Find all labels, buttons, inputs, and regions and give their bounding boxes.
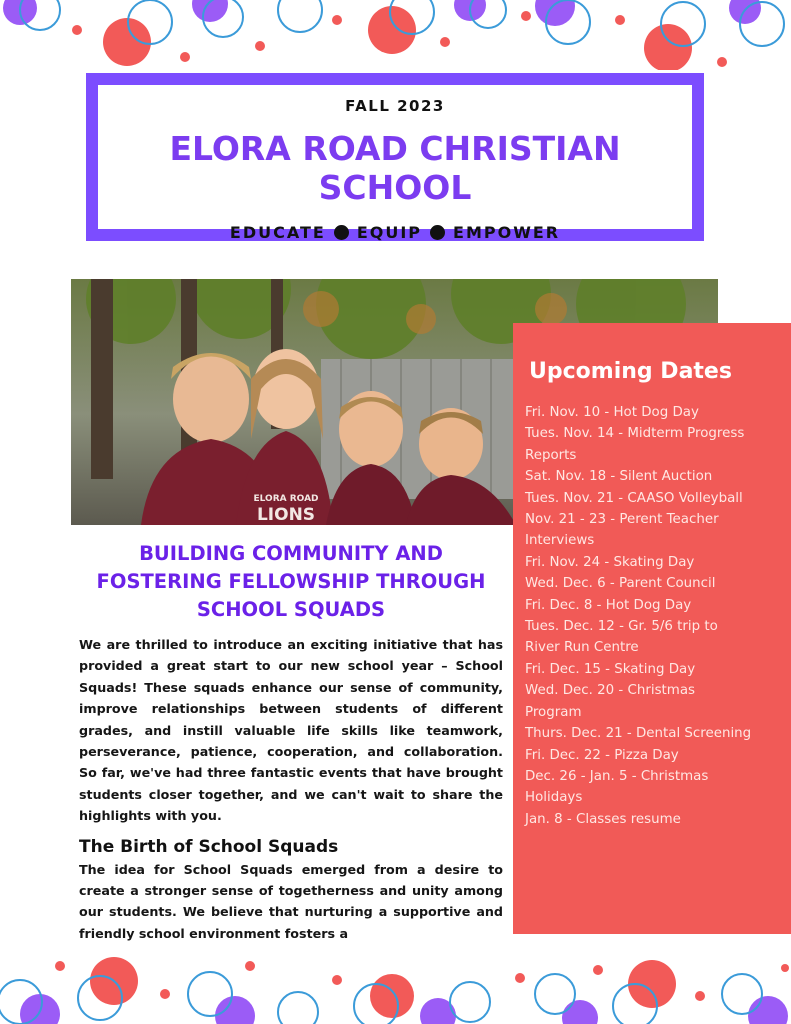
- shirt-text-school: ELORA ROAD: [253, 494, 319, 504]
- motto-empower: EMPOWER: [453, 223, 561, 242]
- headline-line-2: FOSTERING FELLOWSHIP THROUGH: [96, 570, 486, 593]
- article-school-squads: [79, 540, 503, 944]
- date-line: Reports: [525, 447, 577, 463]
- upcoming-dates-list: [525, 402, 785, 830]
- shirt-text-lions: LIONS: [256, 505, 316, 525]
- date-line: Interviews: [525, 533, 595, 549]
- bullet-dot-icon: [430, 225, 445, 240]
- date-line: Program: [525, 704, 582, 720]
- article-subheading: The Birth of School Squads: [79, 836, 339, 857]
- date-line: Fri. Nov. 24 - Skating Day: [525, 554, 695, 570]
- date-line: Tues. Nov. 21 - CAASO Volleyball: [525, 490, 743, 506]
- date-line: Fri. Dec. 15 - Skating Day: [525, 661, 696, 677]
- date-line: Dec. 26 - Jan. 5 - Christmas: [525, 768, 709, 784]
- date-line: Jan. 8 - Classes resume: [525, 811, 681, 827]
- school-name: ELORA ROAD CHRISTIAN SCHOOL: [169, 129, 621, 207]
- date-line: Wed. Dec. 20 - Christmas: [525, 683, 696, 699]
- date-line: Tues. Nov. 14 - Midterm Progress: [525, 426, 745, 442]
- date-line: Fri. Dec. 22 - Pizza Day: [525, 747, 679, 763]
- headline-line-3: SCHOOL SQUADS: [196, 598, 386, 621]
- article-headline: [79, 540, 503, 624]
- bullet-dot-icon: [334, 225, 349, 240]
- date-line: Fri. Nov. 10 - Hot Dog Day: [525, 405, 699, 420]
- article-paragraph-2: The idea for School Squads emerged from a desire to create a stronger sense of togetherness and unity among our students. We believe that nurturing a supportive and friendly school environment fosters a: [79, 861, 503, 941]
- date-line: Tues. Dec. 12 - Gr. 5/6 trip to: [525, 619, 718, 635]
- date-line: Nov. 21 - 23 - Perent Teacher: [525, 512, 719, 528]
- date-line: Sat. Nov. 18 - Silent Auction: [525, 469, 713, 485]
- season-label: FALL 2023: [345, 97, 445, 115]
- headline-line-1: BUILDING COMMUNITY AND: [139, 542, 443, 565]
- upcoming-dates-title: Upcoming Dates: [529, 359, 732, 384]
- date-line: Fri. Dec. 8 - Hot Dog Day: [525, 597, 692, 613]
- date-line: Wed. Dec. 6 - Parent Council: [525, 576, 716, 592]
- date-line: Holidays: [525, 790, 583, 806]
- motto-educate: EDUCATE: [229, 223, 326, 242]
- date-line: River Run Centre: [525, 640, 639, 656]
- upcoming-dates-panel: [513, 323, 791, 934]
- article-intro-paragraph: We are thrilled to introduce an exciting initiative that has provided a great start to our new school year – School Squads! These squads enhance our sense of community, improve relationships between students of different grades, and instill valuable life skills like teamwork, perseverance, patience, cooperation, and collaboration. So far, we've had three fantastic events that have brought students closer together, and we can't wait to share the highlights with you.: [79, 637, 503, 824]
- motto-equip: EQUIP: [356, 223, 423, 242]
- decorative-circles-bottom: [0, 954, 791, 1024]
- masthead-box: [86, 73, 704, 241]
- decorative-circles-top: [0, 0, 791, 70]
- school-motto: [98, 223, 692, 242]
- date-line: Thurs. Dec. 21 - Dental Screening: [525, 726, 752, 742]
